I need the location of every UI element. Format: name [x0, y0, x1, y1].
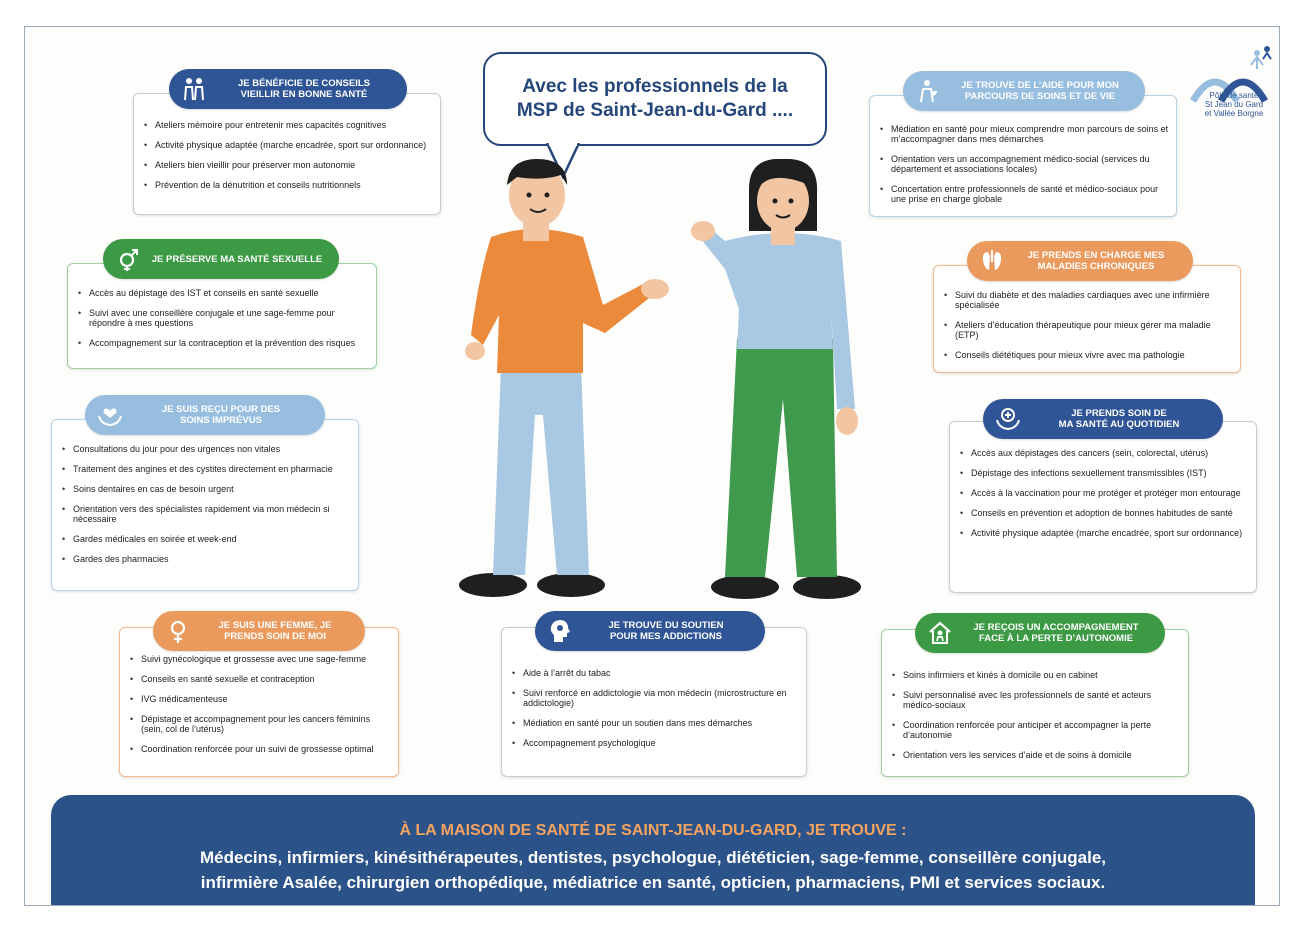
- section-title-line: JE PRENDS EN CHARGE MES: [1027, 250, 1165, 261]
- section-title-line: MA SANTÉ AU QUOTIDIEN: [1058, 419, 1180, 430]
- section-title-chroniques: [967, 241, 1193, 281]
- list-item: • Médiation en santé pour un soutien dans mes démarches: [512, 718, 800, 728]
- section-title-line: VIEILLIR EN BONNE SANTÉ: [240, 89, 368, 100]
- list-item: • Accès aux dépistages des cancers (sein, colorectal, utérus): [960, 448, 1252, 458]
- speech-bubble: [483, 52, 827, 146]
- section-title-line: MALADIES CHRONIQUES: [1037, 261, 1155, 272]
- list-item: • Accès au dépistage des IST et conseils en santé sexuelle: [78, 288, 368, 298]
- bubble-line: MSP de Saint-Jean-du-Gard ....: [516, 100, 794, 121]
- card-quotidien: [949, 421, 1257, 593]
- gender-symbol-icon: [115, 246, 141, 272]
- person-heart-icon: [915, 78, 941, 104]
- list-item: • Dépistage des infections sexuellement transmissibles (IST): [960, 468, 1252, 478]
- list-item: • Gardes médicales en soirée et week-end: [62, 534, 354, 544]
- list-item: • Concertation entre professionnels de santé et médico-sociaux pour une prise en charge globale: [880, 184, 1170, 204]
- list-item: • Conseils diététiques pour mieux vivre avec ma pathologie: [944, 350, 1234, 360]
- card-conseils: [133, 93, 441, 215]
- section-title-autonomie: [915, 613, 1165, 653]
- bottom-banner: [51, 795, 1255, 906]
- organs-icon: [979, 248, 1005, 274]
- banner-text: [71, 845, 1235, 895]
- list-item: • Traitement des angines et des cystites directement en pharmacie: [62, 464, 354, 474]
- list-item: • Dépistage et accompagnement pour les cancers féminins (sein, col de l’utérus): [130, 714, 392, 734]
- banner-line: infirmière Asalée, chirurgien orthopédique, médiatrice en santé, opticien, pharmaciens, PMI et services sociaux.: [200, 873, 1106, 892]
- section-title-line: JE SUIS REÇU POUR DES: [161, 404, 281, 415]
- section-title-line: PARCOURS DE SOINS ET DE VIE: [964, 91, 1116, 102]
- logo-line: Pôle de santé: [1209, 91, 1259, 100]
- list-item: • Suivi avec une conseillère conjugale et une sage-femme pour répondre à mes questions: [78, 308, 368, 328]
- list-item: • Conseils en prévention et adoption de bonnes habitudes de santé: [960, 508, 1252, 518]
- banner-line: Médecins, infirmiers, kinésithérapeutes, dentistes, psychologue, diététicien, sage-femme, conseillère conjugale,: [199, 848, 1106, 867]
- list-item: • Ateliers mémoire pour entretenir mes capacités cognitives: [144, 120, 436, 130]
- list-item: • Coordination renforcée pour un suivi de grossesse optimal: [130, 744, 392, 754]
- card-parcours: [869, 95, 1177, 217]
- section-title-line: JE PRENDS SOIN DE: [1071, 408, 1167, 419]
- list-item: • Accompagnement psychologique: [512, 738, 800, 748]
- section-title-line: FACE À LA PERTE D’AUTONOMIE: [978, 633, 1134, 644]
- list-item: • Orientation vers des spécialistes rapidement via mon médecin si nécessaire: [62, 504, 354, 524]
- list-item: • Suivi gynécologique et grossesse avec une sage-femme: [130, 654, 392, 664]
- logo-text: [1193, 91, 1275, 118]
- section-title-line: JE REÇOIS UN ACCOMPAGNEMENT: [973, 622, 1139, 633]
- section-title-line: JE SUIS UNE FEMME, JE: [218, 620, 332, 631]
- elderly-couple-icon: [181, 76, 207, 102]
- section-title-quotidien: [983, 399, 1223, 439]
- list-item: • Médiation en santé pour mieux comprendre mon parcours de soins et m’accompagner dans mes démarches: [880, 124, 1170, 144]
- list-item: • Suivi renforcé en addictologie via mon médecin (microstructure en addictologie): [512, 688, 800, 708]
- list-item: • Orientation vers un accompagnement médico-social (services du département et associations locales): [880, 154, 1170, 174]
- caring-hands-icon: [97, 402, 123, 428]
- logo-line: et Vallée Borgne: [1204, 109, 1264, 118]
- list-item: • Aide à l’arrêt du tabac: [512, 668, 800, 678]
- section-title-sexuelle: [103, 239, 339, 279]
- list-item: • Soins dentaires en cas de besoin urgent: [62, 484, 354, 494]
- female-symbol-icon: [165, 618, 191, 644]
- section-title-addictions: [535, 611, 765, 651]
- infographic-sheet: [24, 26, 1280, 906]
- list-item: • Prévention de la dénutrition et conseils nutritionnels: [144, 180, 436, 190]
- banner-title: À LA MAISON DE SANTÉ DE SAINT-JEAN-DU-GARD, JE TROUVE :: [399, 822, 907, 839]
- section-title-line: JE TROUVE DU SOUTIEN: [608, 620, 724, 631]
- list-item: • IVG médicamenteuse: [130, 694, 392, 704]
- list-item: • Orientation vers les services d’aide et de soins à domicile: [892, 750, 1182, 760]
- list-item: • Suivi du diabète et des maladies cardiaques avec une infirmière spécialisée: [944, 290, 1234, 310]
- section-title-line: JE TROUVE DE L’AIDE POUR MON: [961, 80, 1119, 91]
- hands-cross-icon: [995, 406, 1021, 432]
- list-item: • Gardes des pharmacies: [62, 554, 354, 564]
- section-title-line: JE PRÉSERVE MA SANTÉ SEXUELLE: [151, 253, 323, 265]
- list-item: • Conseils en santé sexuelle et contraception: [130, 674, 392, 684]
- home-care-icon: [927, 620, 953, 646]
- list-item: • Consultations du jour pour des urgences non vitales: [62, 444, 354, 454]
- section-title-line: PRENDS SOIN DE MOI: [224, 631, 326, 642]
- card-chroniques: [933, 265, 1241, 373]
- list-item: • Coordination renforcée pour anticiper et accompagner la perte d’autonomie: [892, 720, 1182, 740]
- list-item: • Accès à la vaccination pour me protéger et protéger mon entourage: [960, 488, 1252, 498]
- bubble-line: Avec les professionnels de la: [522, 76, 788, 97]
- card-imprevus: [51, 419, 359, 591]
- section-title-line: SOINS IMPRÉVUS: [180, 415, 262, 426]
- list-item: • Ateliers bien vieillir pour préserver mon autonomie: [144, 160, 436, 170]
- list-item: • Activité physique adaptée (marche encadrée, sport sur ordonnance): [144, 140, 436, 150]
- list-item: • Soins infirmiers et kinés à domicile ou en cabinet: [892, 670, 1182, 680]
- section-title-line: JE BÉNÉFICIE DE CONSEILS: [238, 78, 370, 89]
- list-item: • Activité physique adaptée (marche encadrée, sport sur ordonnance): [960, 528, 1252, 538]
- section-title-conseils: [169, 69, 407, 109]
- head-gear-icon: [547, 618, 573, 644]
- man-illustration-icon: [433, 155, 683, 605]
- list-item: • Ateliers d’éducation thérapeutique pour mieux gérer ma maladie (ETP): [944, 320, 1234, 340]
- section-title-parcours: [903, 71, 1145, 111]
- list-item: • Suivi personnalisé avec les professionnels de santé et acteurs médico-sociaux: [892, 690, 1182, 710]
- list-item: • Accompagnement sur la contraception et la prévention des risques: [78, 338, 368, 348]
- woman-illustration-icon: [685, 159, 895, 605]
- section-title-femme: [153, 611, 365, 651]
- logo-line: St Jean du Gard: [1204, 100, 1264, 109]
- section-title-line: POUR MES ADDICTIONS: [609, 631, 723, 642]
- section-title-imprevus: [85, 395, 325, 435]
